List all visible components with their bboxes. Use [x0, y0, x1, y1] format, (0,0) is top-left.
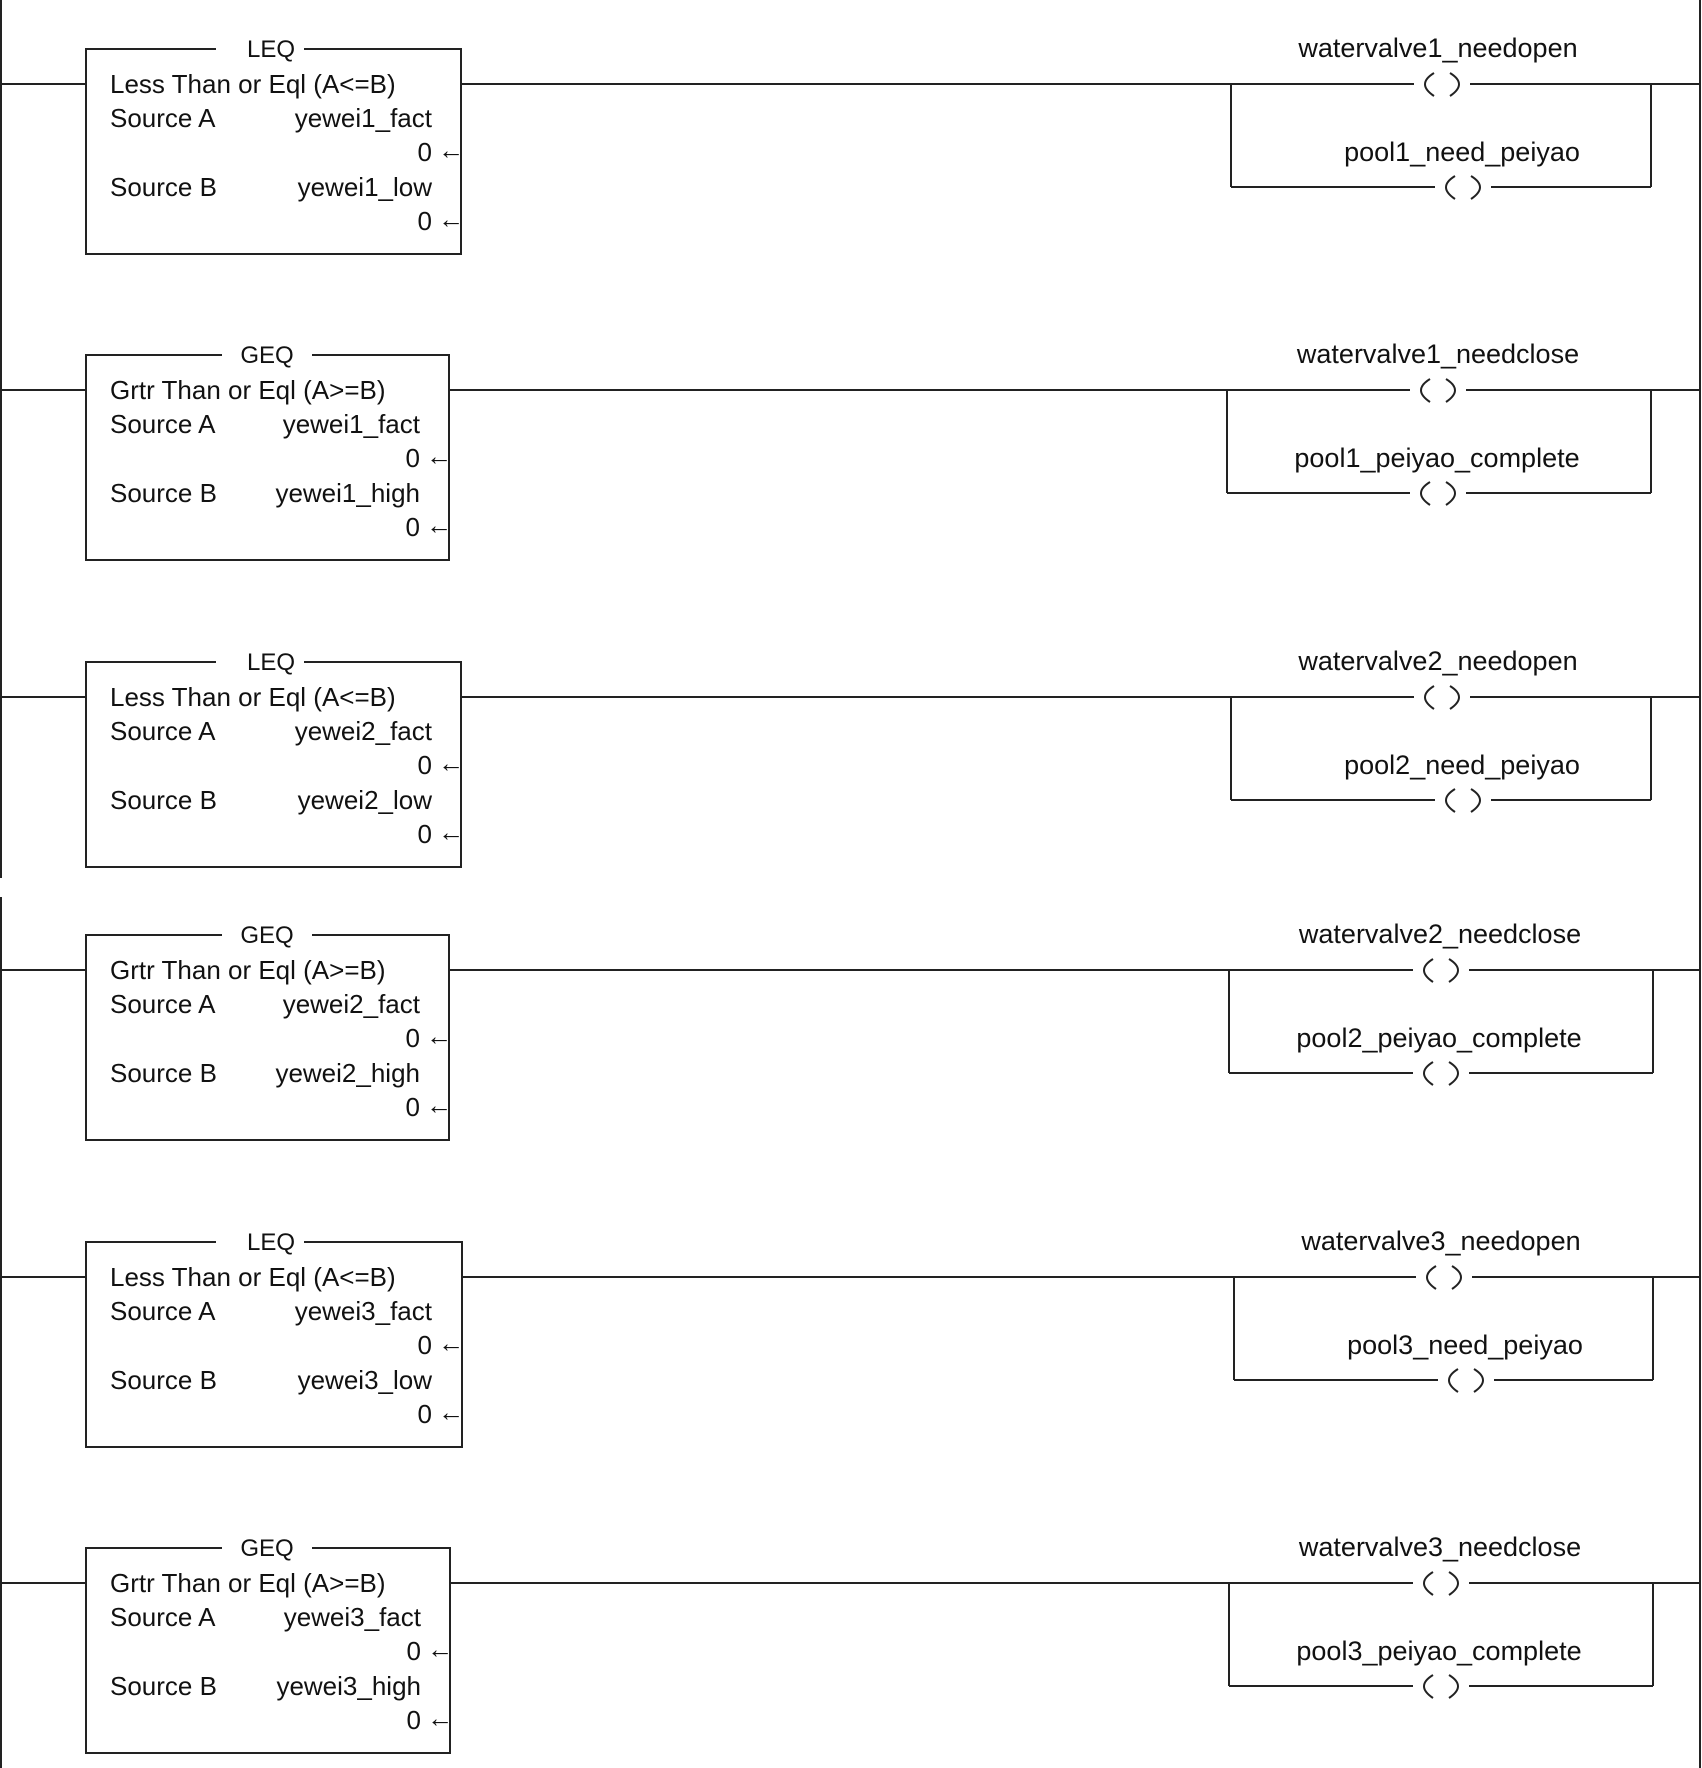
source-b-tag[interactable]: yewei3_low [297, 1365, 432, 1395]
source-a-tag[interactable]: yewei2_fact [282, 989, 420, 1019]
source-b-label: Source B [110, 1671, 217, 1701]
coil-gap [1410, 481, 1466, 505]
value-arrow-icon: ← [438, 1397, 464, 1427]
source-b-label: Source B [110, 1365, 217, 1395]
source-a-tag[interactable]: yewei1_fact [282, 409, 420, 439]
output-coil-tag[interactable]: watervalve1_needclose [1296, 339, 1580, 369]
source-b-tag[interactable]: yewei2_low [297, 785, 432, 815]
rung [1, 919, 1700, 1140]
value-arrow-icon: ← [427, 1703, 453, 1733]
source-b-tag[interactable]: yewei1_high [275, 478, 420, 508]
source-b-label: Source B [110, 1058, 217, 1088]
source-a-label: Source A [110, 989, 216, 1019]
output-coil-tag[interactable]: watervalve1_needopen [1298, 33, 1578, 63]
instruction-description: Less Than or Eql (A<=B) [110, 1262, 396, 1292]
value-arrow-icon: ← [438, 817, 464, 847]
branch-coil-tag[interactable]: pool2_need_peiyao [1344, 750, 1580, 780]
branch-coil-tag[interactable]: pool3_peiyao_complete [1296, 1636, 1582, 1666]
source-a-value: 0 [406, 1636, 421, 1666]
value-arrow-icon: ← [426, 1090, 452, 1120]
source-b-value: 0 [417, 819, 432, 849]
source-a-label: Source A [110, 716, 216, 746]
coil-gap [1410, 378, 1466, 402]
source-b-label: Source B [110, 172, 217, 202]
source-b-tag[interactable]: yewei2_high [275, 1058, 420, 1088]
rung [1, 1532, 1700, 1753]
rung [1, 339, 1700, 560]
branch-coil-tag[interactable]: pool1_need_peiyao [1344, 137, 1580, 167]
coil-gap [1435, 788, 1491, 812]
source-a-value: 0 [405, 1023, 420, 1053]
instruction-description: Grtr Than or Eql (A>=B) [110, 955, 386, 985]
branch-coil-tag[interactable]: pool3_need_peiyao [1347, 1330, 1583, 1360]
value-arrow-icon: ← [426, 510, 452, 540]
value-arrow-icon: ← [438, 204, 464, 234]
branch-coil-tag[interactable]: pool2_peiyao_complete [1296, 1023, 1582, 1053]
instruction-description: Grtr Than or Eql (A>=B) [110, 375, 386, 405]
source-b-value: 0 [417, 1399, 432, 1429]
instruction-mnemonic: LEQ [246, 649, 296, 676]
value-arrow-icon: ← [426, 441, 452, 471]
instruction-mnemonic: GEQ [240, 1535, 294, 1562]
source-b-value: 0 [417, 206, 432, 236]
value-arrow-icon: ← [426, 1021, 452, 1051]
source-a-value: 0 [417, 137, 432, 167]
coil-gap [1414, 685, 1470, 709]
source-a-value: 0 [417, 1330, 432, 1360]
source-a-tag[interactable]: yewei1_fact [294, 103, 432, 133]
output-coil-tag[interactable]: watervalve2_needopen [1298, 646, 1578, 676]
source-a-tag[interactable]: yewei3_fact [283, 1602, 421, 1632]
source-a-label: Source A [110, 1602, 216, 1632]
instruction-mnemonic: GEQ [240, 342, 294, 369]
coil-gap [1413, 1061, 1469, 1085]
source-a-label: Source A [110, 409, 216, 439]
rung [1, 646, 1700, 867]
coil-gap [1416, 1265, 1472, 1289]
source-a-tag[interactable]: yewei2_fact [294, 716, 432, 746]
source-b-tag[interactable]: yewei1_low [297, 172, 432, 202]
rung [1, 33, 1700, 254]
output-coil-tag[interactable]: watervalve3_needopen [1301, 1226, 1581, 1256]
instruction-mnemonic: GEQ [240, 922, 294, 949]
value-arrow-icon: ← [438, 748, 464, 778]
coil-gap [1413, 1674, 1469, 1698]
coil-gap [1435, 175, 1491, 199]
source-a-tag[interactable]: yewei3_fact [294, 1296, 432, 1326]
output-coil-tag[interactable]: watervalve3_needclose [1298, 1532, 1582, 1562]
source-b-value: 0 [406, 1705, 421, 1735]
output-coil-tag[interactable]: watervalve2_needclose [1298, 919, 1582, 949]
value-arrow-icon: ← [438, 1328, 464, 1358]
source-a-label: Source A [110, 1296, 216, 1326]
source-a-value: 0 [405, 443, 420, 473]
instruction-mnemonic: LEQ [246, 36, 296, 63]
coil-gap [1438, 1368, 1494, 1392]
source-b-tag[interactable]: yewei3_high [276, 1671, 421, 1701]
rung [1, 1226, 1700, 1447]
branch-coil-tag[interactable]: pool1_peiyao_complete [1294, 443, 1580, 473]
instruction-mnemonic: LEQ [246, 1229, 296, 1256]
source-b-label: Source B [110, 785, 217, 815]
value-arrow-icon: ← [438, 135, 464, 165]
instruction-description: Less Than or Eql (A<=B) [110, 682, 396, 712]
instruction-description: Less Than or Eql (A<=B) [110, 69, 396, 99]
coil-gap [1413, 1571, 1469, 1595]
coil-gap [1413, 958, 1469, 982]
source-b-label: Source B [110, 478, 217, 508]
instruction-description: Grtr Than or Eql (A>=B) [110, 1568, 386, 1598]
source-a-label: Source A [110, 103, 216, 133]
value-arrow-icon: ← [427, 1634, 453, 1664]
source-b-value: 0 [405, 1092, 420, 1122]
source-b-value: 0 [405, 512, 420, 542]
source-a-value: 0 [417, 750, 432, 780]
coil-gap [1414, 72, 1470, 96]
